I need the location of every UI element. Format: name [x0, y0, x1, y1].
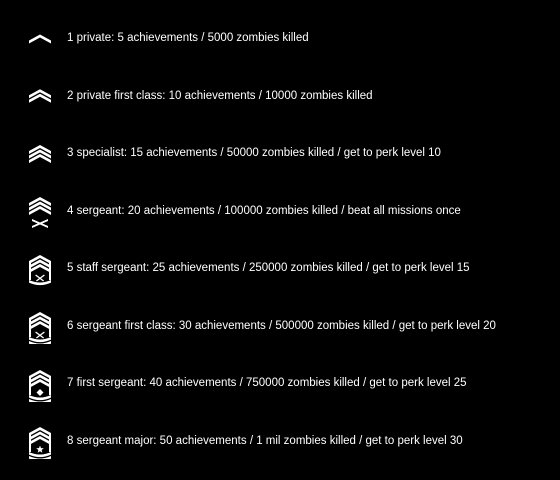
rocker-stripe — [29, 337, 51, 342]
rank-label-8: 8 sergeant major: 50 achievements / 1 mil zombies killed / get to perk level 30 — [67, 434, 463, 447]
specialist-chevron-icon — [29, 125, 51, 183]
rank-row-5 — [0, 240, 560, 298]
rocker-stripe — [29, 280, 51, 285]
rank-label-1: 1 private: 5 achievements / 5000 zombies killed — [67, 32, 309, 44]
rank-row-3 — [0, 125, 560, 183]
sergeant-chevron-icon — [29, 183, 51, 241]
private-chevron-icon — [29, 10, 51, 68]
staff-sergeant-chevron-icon-svg — [29, 251, 51, 287]
rank-label-5: 5 staff sergeant: 25 achievements / 250000 zombies killed / get to perk level 15 — [67, 262, 470, 274]
sergeant-major-chevron-icon — [29, 413, 51, 471]
rank-row-6 — [0, 298, 560, 356]
sergeant-first-class-chevron-icon — [29, 298, 51, 356]
rank-row-4 — [0, 183, 560, 241]
rank-label-6: 6 sergeant first class: 30 achievements / 500000 zombies killed / get to perk level 20 — [67, 319, 496, 332]
private-first-class-chevron-icon-svg — [29, 78, 51, 114]
rank-row-7 — [0, 355, 560, 413]
sergeant-first-class-chevron-icon-svg — [29, 308, 51, 344]
first-sergeant-chevron-icon — [29, 355, 51, 413]
rank-label-7: 7 first sergeant: 40 achievements / 750000 zombies killed / get to perk level 25 — [67, 377, 467, 389]
rank-label-3: 3 specialist: 15 achievements / 50000 zombies killed / get to perk level 10 — [67, 147, 441, 159]
rank-row-1 — [0, 10, 560, 68]
private-first-class-chevron-icon — [29, 68, 51, 126]
rank-row-2 — [0, 68, 560, 126]
chevron-stripe — [29, 34, 51, 43]
sergeant-chevron-icon-svg — [29, 193, 51, 229]
staff-sergeant-chevron-icon — [29, 240, 51, 298]
rocker-stripe — [29, 452, 51, 457]
rank-list — [0, 10, 560, 470]
rank-row-8 — [0, 413, 560, 471]
rank-label-4: 4 sergeant: 20 achievements / 100000 zombies killed / beat all missions once — [67, 204, 461, 217]
private-chevron-icon-svg — [29, 21, 51, 57]
rank-label-2: 2 private first class: 10 achievements / 10000 zombies killed — [67, 89, 373, 102]
sergeant-major-chevron-icon-svg — [29, 423, 51, 459]
first-sergeant-chevron-icon-svg — [29, 366, 51, 402]
specialist-chevron-icon-svg — [29, 136, 51, 172]
